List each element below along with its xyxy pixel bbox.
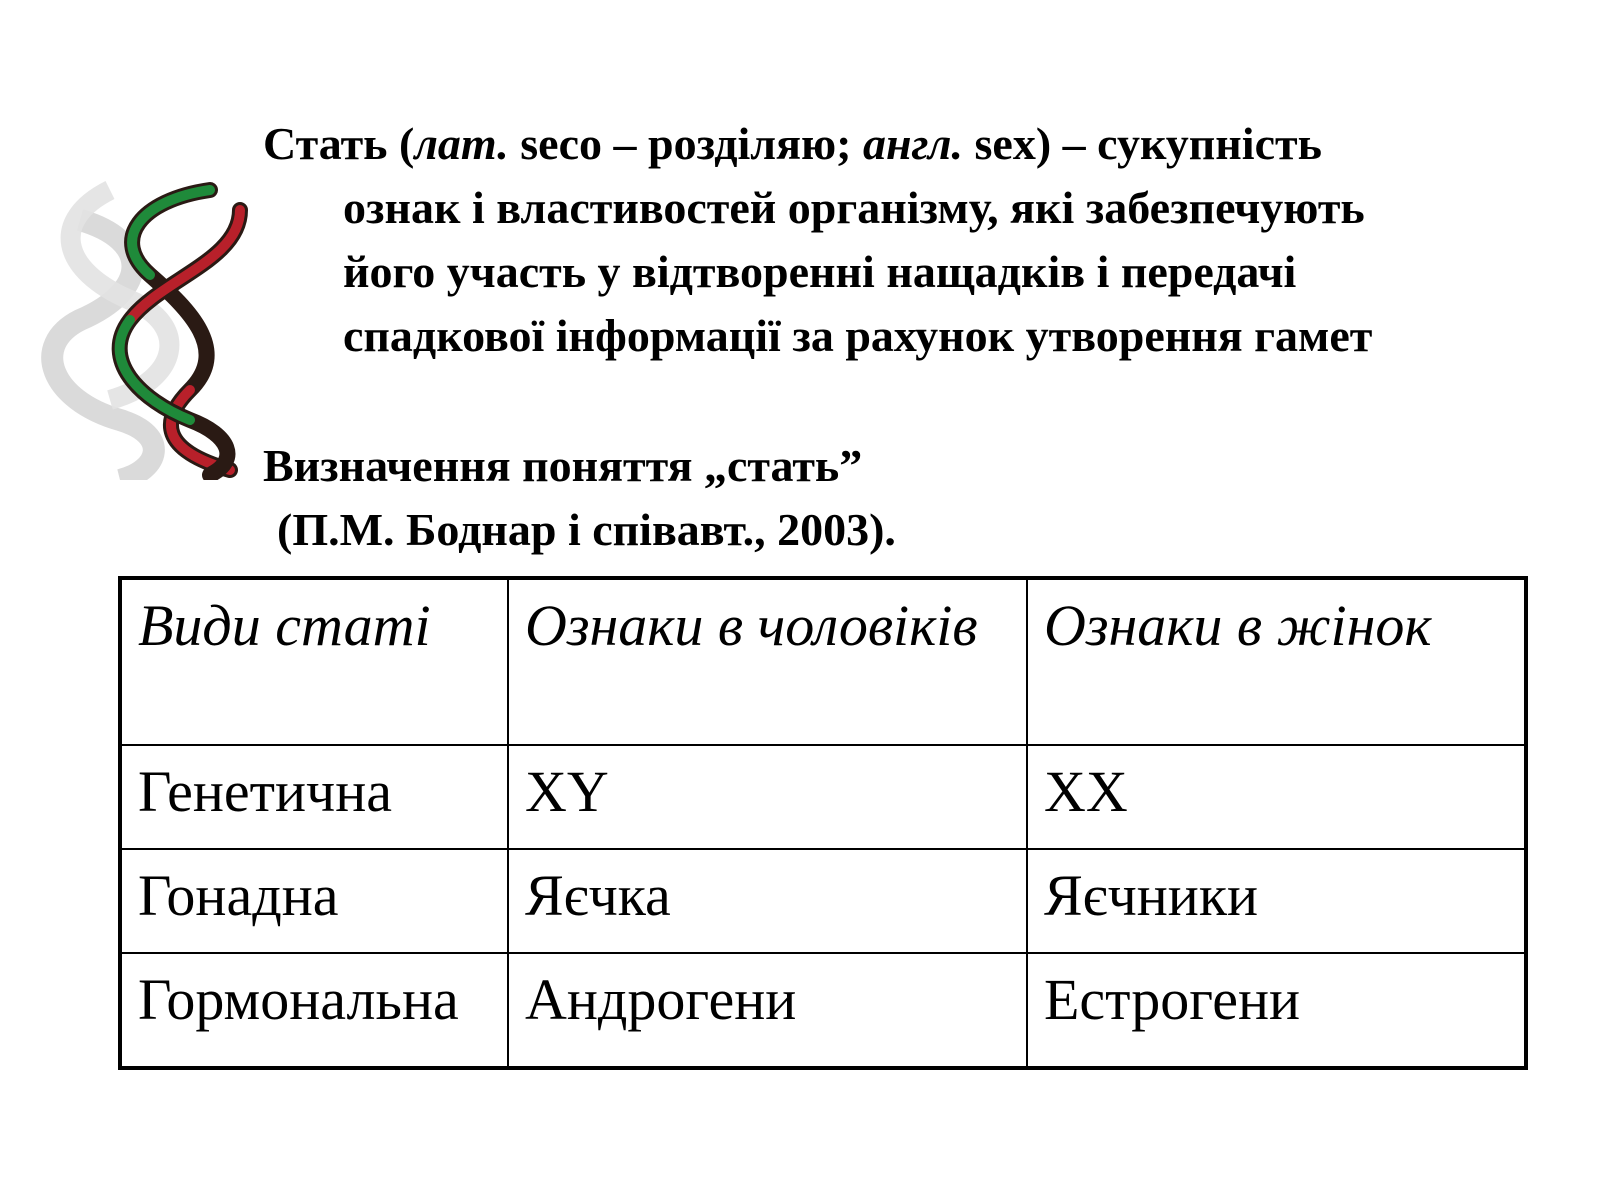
- table-cell: Яєчка: [508, 849, 1027, 953]
- dna-helix-image: [40, 180, 250, 480]
- table-cell: Естрогени: [1027, 953, 1526, 1068]
- sex-types-table: [118, 576, 1528, 1070]
- header-male-signs: Ознаки в чоловіків: [508, 578, 1027, 745]
- table-row: [120, 849, 1526, 953]
- table-row: [120, 953, 1526, 1068]
- table-cell: Гонадна: [120, 849, 508, 953]
- header-female-signs: Ознаки в жінок: [1027, 578, 1526, 745]
- definition-term: Стать (: [263, 118, 415, 169]
- table-cell: Андрогени: [508, 953, 1027, 1068]
- sex-definition-text: [263, 112, 1600, 368]
- english-part: sex) – сукупність: [963, 118, 1322, 169]
- table-cell: Яєчники: [1027, 849, 1526, 953]
- header-types-of-sex: Види статі: [120, 578, 508, 745]
- table-cell: Генетична: [120, 745, 508, 849]
- table-cell: XX: [1027, 745, 1526, 849]
- caption-line-1: Визначення поняття „стать”: [263, 440, 863, 491]
- latin-part: seco – розділяю;: [508, 118, 863, 169]
- caption-line-2: (П.М. Боднар і співавт., 2003).: [277, 504, 896, 555]
- definition-source-caption: [263, 434, 896, 562]
- definition-line-2: ознак і властивостей організму, які забезпечують: [343, 182, 1365, 233]
- table-header-row: [120, 578, 1526, 745]
- table-cell: XY: [508, 745, 1027, 849]
- english-abbreviation: англ.: [862, 118, 963, 169]
- table-cell: Гормональна: [120, 953, 508, 1068]
- definition-line-3: його участь у відтворенні нащадків і передачі: [343, 246, 1297, 297]
- table-row: [120, 745, 1526, 849]
- latin-abbreviation: лат.: [414, 118, 509, 169]
- definition-line-4: спадкової інформації за рахунок утворення гамет: [343, 310, 1373, 361]
